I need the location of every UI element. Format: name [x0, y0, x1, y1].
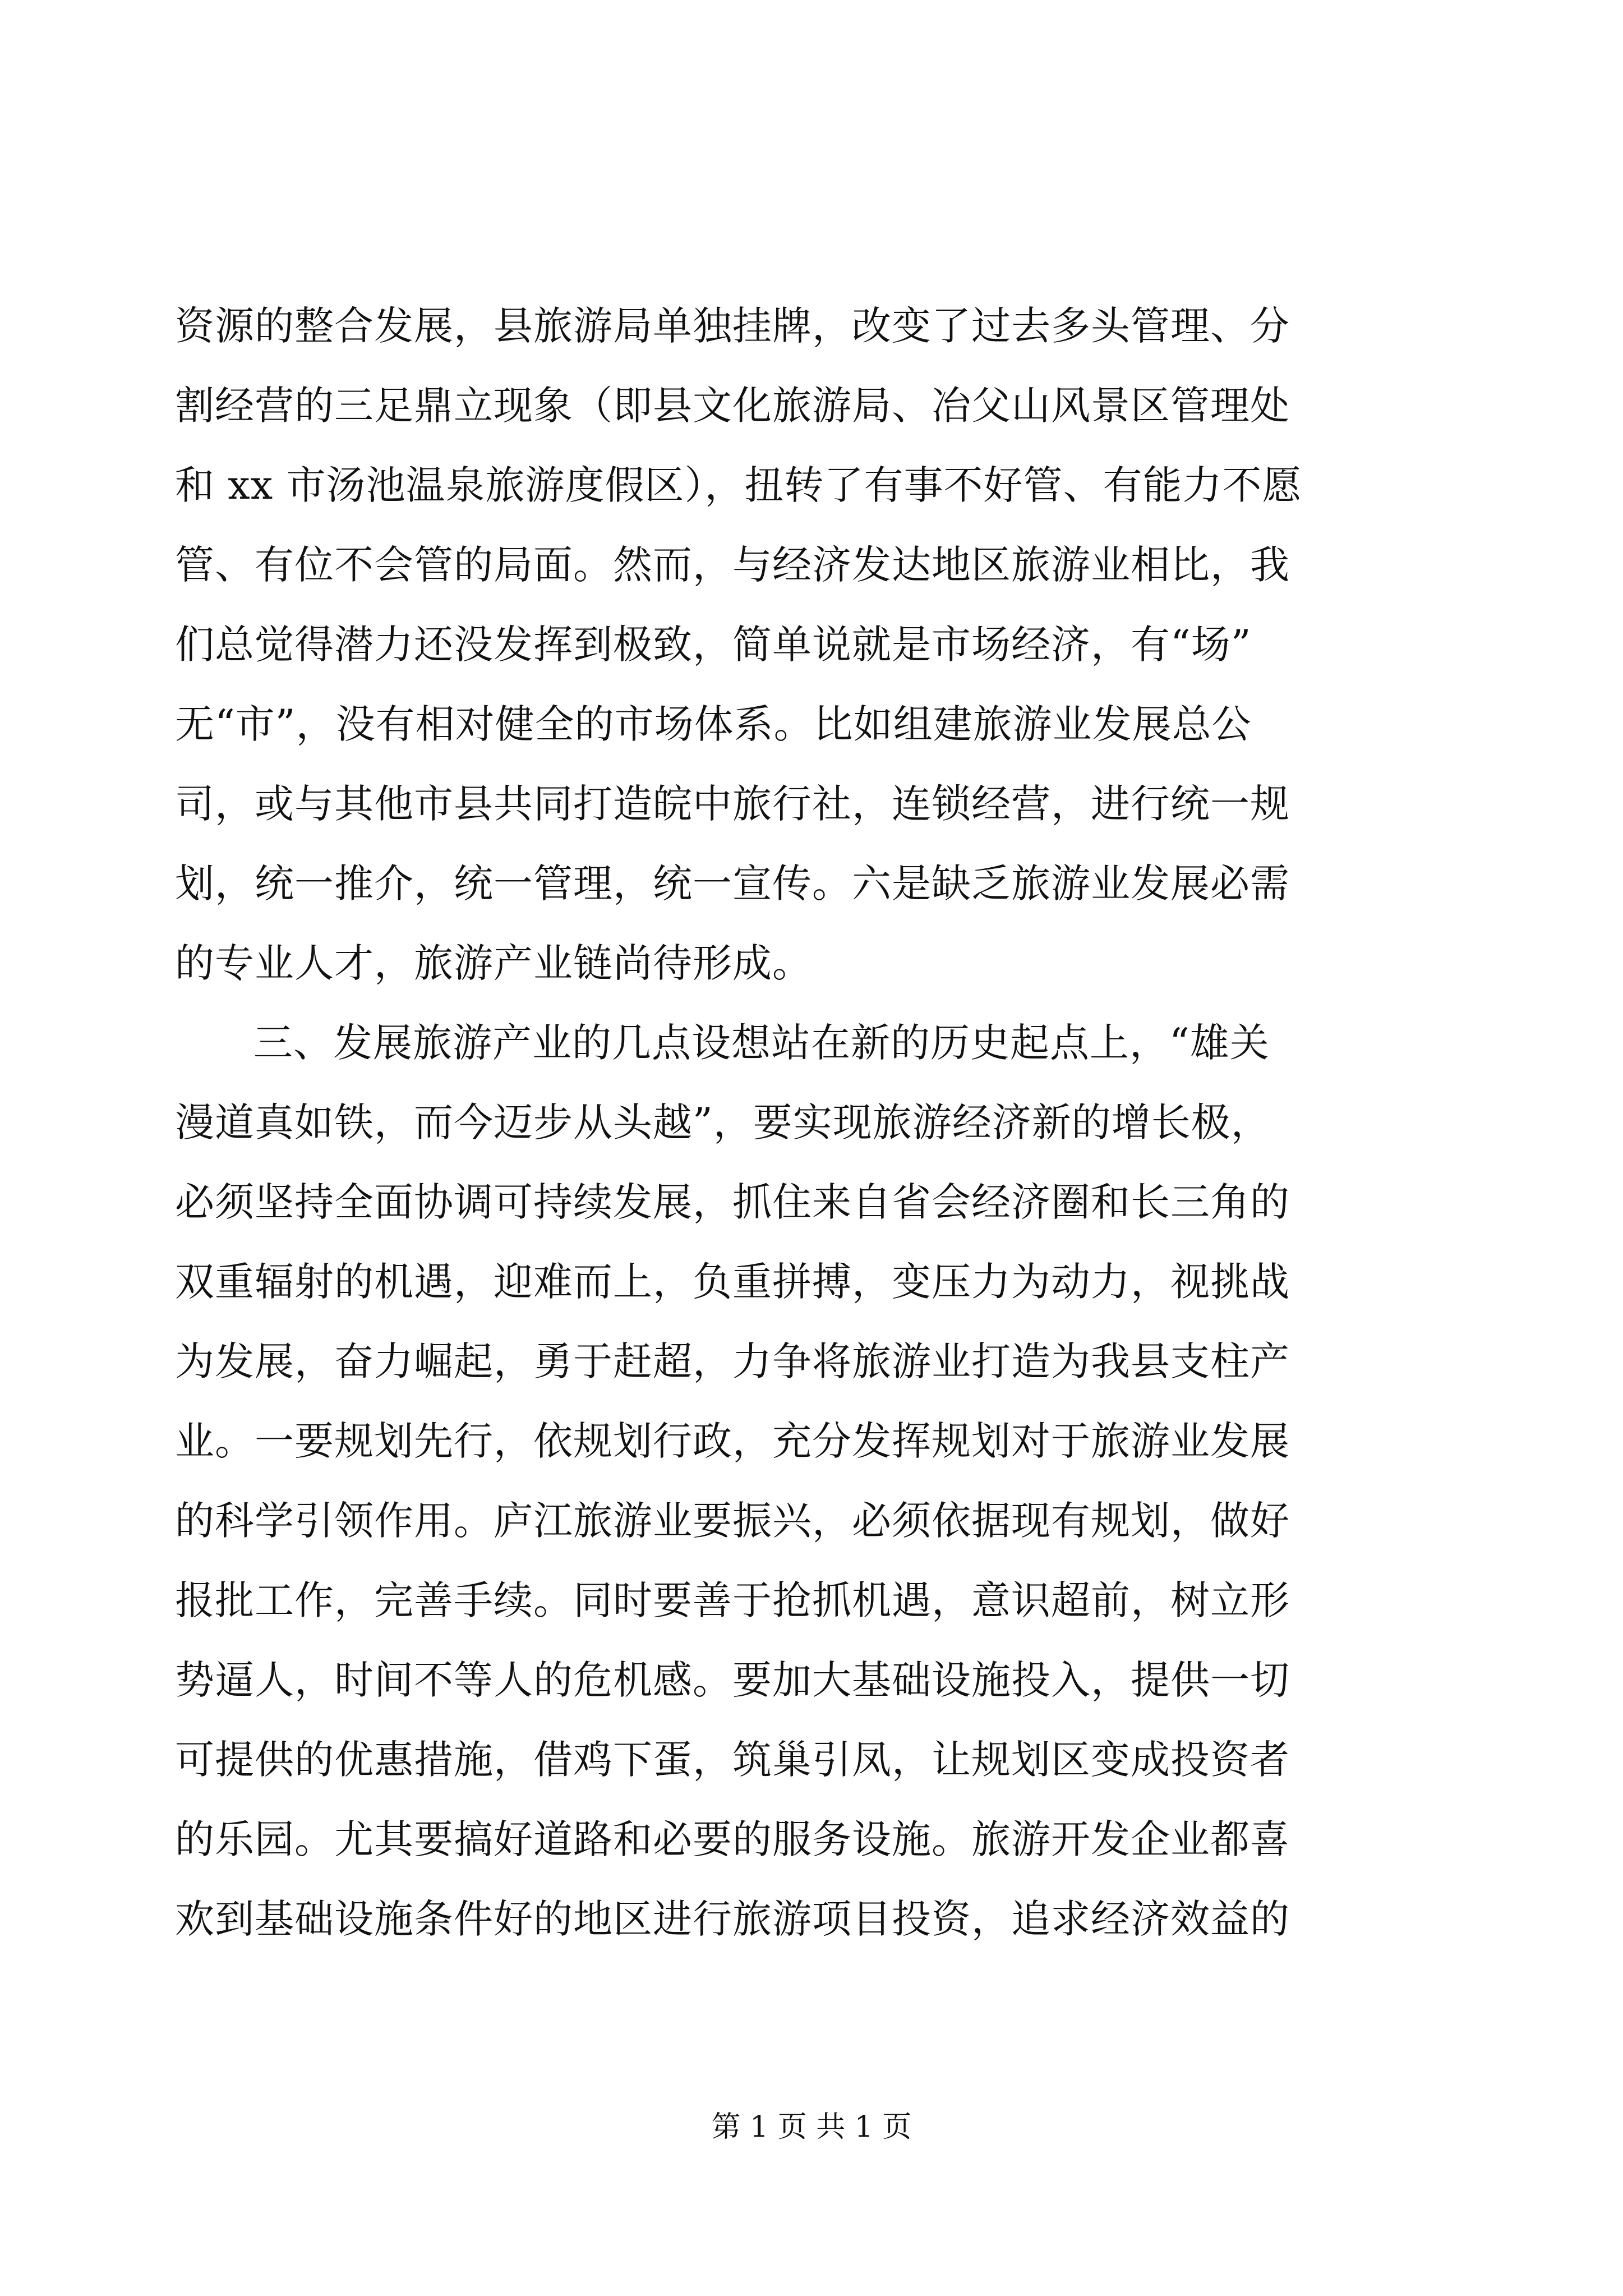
section-heading-line: 三、发展旅游产业的几点设想站在新的历史起点上，“雄关 [253, 1020, 1270, 1066]
text-line: 资源的整合发展，县旅游局单独挂牌，改变了过去多头管理、分 [175, 303, 1290, 349]
text-line: 无“市”，没有相对健全的市场体系。比如组建旅游业发展总公 [175, 701, 1252, 747]
text-line: 漫道真如铁，而今迈步从头越”，要实现旅游经济新的增长极， [175, 1099, 1271, 1145]
text-line: 势逼人，时间不等人的危机感。要加大基础设施投入，提供一切 [175, 1657, 1290, 1703]
text-line: 的科学引领作用。庐江旅游业要振兴，必须依据现有规划，做好 [175, 1498, 1290, 1544]
text-line: 报批工作，完善手续。同时要善于抢抓机遇，意识超前，树立形 [175, 1577, 1290, 1623]
text-line: 欢到基础设施条件好的地区进行旅游项目投资，追求经济效益的 [175, 1896, 1290, 1942]
text-line: 和 xx 市汤池温泉旅游度假区），扭转了有事不好管、有能力不愿 [175, 462, 1302, 508]
text-line: 的乐园。尤其要搞好道路和必要的服务设施。旅游开发企业都喜 [175, 1816, 1290, 1862]
page-footer: 第 1 页 共 1 页 [711, 2110, 912, 2144]
text-line: 割经营的三足鼎立现象（即县文化旅游局、冶父山风景区管理处 [175, 383, 1290, 429]
text-line: 业。一要规划先行，依规划行政，充分发挥规划对于旅游业发展 [175, 1418, 1290, 1464]
text-line: 必须坚持全面协调可持续发展，抓住来自省会经济圈和长三角的 [175, 1179, 1290, 1225]
body-text [175, 286, 1451, 1959]
text-line: 为发展，奋力崛起，勇于赶超，力争将旅游业打造为我县支柱产 [175, 1338, 1290, 1384]
text-line: 双重辐射的机遇，迎难而上，负重拼搏，变压力为动力，视挑战 [175, 1259, 1290, 1305]
text-line: 司，或与其他市县共同打造皖中旅行社，连锁经营，进行统一规 [175, 781, 1290, 827]
text-line: 们总觉得潜力还没发挥到极致，简单说就是市场经济，有“场” [175, 622, 1252, 668]
text-line: 可提供的优惠措施，借鸡下蛋，筑巢引凤，让规划区变成投资者 [175, 1737, 1290, 1783]
text-line: 划，统一推介，统一管理，统一宣传。六是缺乏旅游业发展必需 [175, 861, 1290, 907]
text-line: 管、有位不会管的局面。然而，与经济发达地区旅游业相比，我 [175, 542, 1290, 588]
text-line: 的专业人才，旅游产业链尚待形成。 [175, 940, 812, 986]
